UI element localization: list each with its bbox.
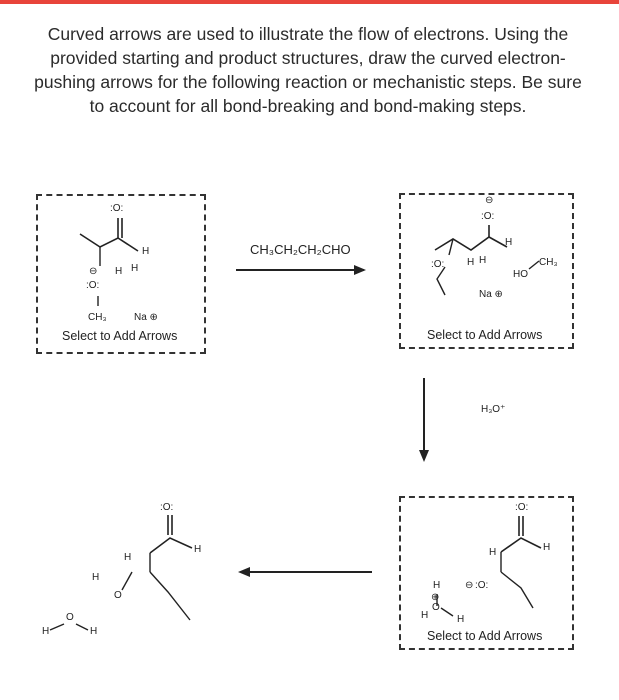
- h-label-b: H: [479, 255, 487, 266]
- reagent-step1: CH₃CH₂CH₂CHO: [250, 242, 351, 257]
- alkoxide-oxygen-label: :O:: [475, 580, 489, 591]
- negative-charge-label: ⊖: [485, 195, 494, 206]
- methyl-label: CH₃: [539, 257, 558, 268]
- forward-arrow-step1-head: [354, 265, 366, 275]
- alpha-h-label-2: H: [131, 263, 139, 274]
- question-instructions: Curved arrows are used to illustrate the flow of electrons. Using the provided starting and product structures, draw the curved electron-pushing arrows for the following reaction or mechanistic steps. Be sure to account for all bond-breaking and bond-making steps.: [34, 24, 582, 116]
- down-arrow-step2-head: [419, 450, 429, 462]
- select-arrows-button-start[interactable]: Select to Add Arrows: [62, 329, 178, 343]
- aldehyde-h-label: H: [142, 246, 150, 257]
- sodium-label: Na ⊕: [479, 289, 503, 300]
- final-carbonyl-oxygen-label: :O:: [160, 502, 174, 513]
- methyl-label: CH₃: [88, 312, 107, 323]
- aldehyde-h-label: H: [505, 237, 513, 248]
- reagent-step2: H₃O⁺: [481, 404, 506, 415]
- hydronium-top-h-label: H: [433, 580, 441, 591]
- water-h-left-label: H: [42, 626, 50, 637]
- methanol-label: HO: [513, 269, 528, 280]
- sodium-label: Na ⊕: [134, 312, 158, 323]
- final-hydroxyl-h-label: H: [92, 572, 100, 583]
- select-arrows-button-intermediate[interactable]: Select to Add Arrows: [427, 328, 543, 342]
- select-arrows-button-protonation[interactable]: Select to Add Arrows: [427, 629, 543, 643]
- carbonyl-oxygen-label: :O:: [515, 502, 529, 513]
- final-alpha-h-label: H: [124, 552, 132, 563]
- hydronium-right-h-label: H: [457, 614, 465, 625]
- h-label-a: H: [467, 257, 475, 268]
- alpha-h-label: H: [489, 547, 497, 558]
- final-hydroxyl-oxygen-label: O: [114, 590, 122, 601]
- aldehyde-h-label: H: [543, 542, 551, 553]
- methoxide-oxygen-label: :O:: [86, 280, 100, 291]
- hydronium-oxygen-label: O: [432, 602, 440, 613]
- water-oxygen-label: O: [66, 612, 74, 623]
- alkoxide-oxygen-label: :O:: [481, 211, 495, 222]
- water-h-right-label: H: [90, 626, 98, 637]
- final-aldehyde-h-label: H: [194, 544, 202, 555]
- hydronium-left-h-label: H: [421, 610, 429, 621]
- enolate-oxygen-label: :O:: [431, 259, 445, 270]
- negative-charge-label: ⊖: [465, 580, 474, 591]
- back-arrow-step3-head: [238, 567, 250, 577]
- alpha-h-label-1: H: [115, 266, 123, 277]
- carbonyl-oxygen-label: :O:: [110, 203, 124, 214]
- negative-charge-label: ⊖: [89, 266, 98, 277]
- positive-charge-label: ⊕: [431, 592, 440, 603]
